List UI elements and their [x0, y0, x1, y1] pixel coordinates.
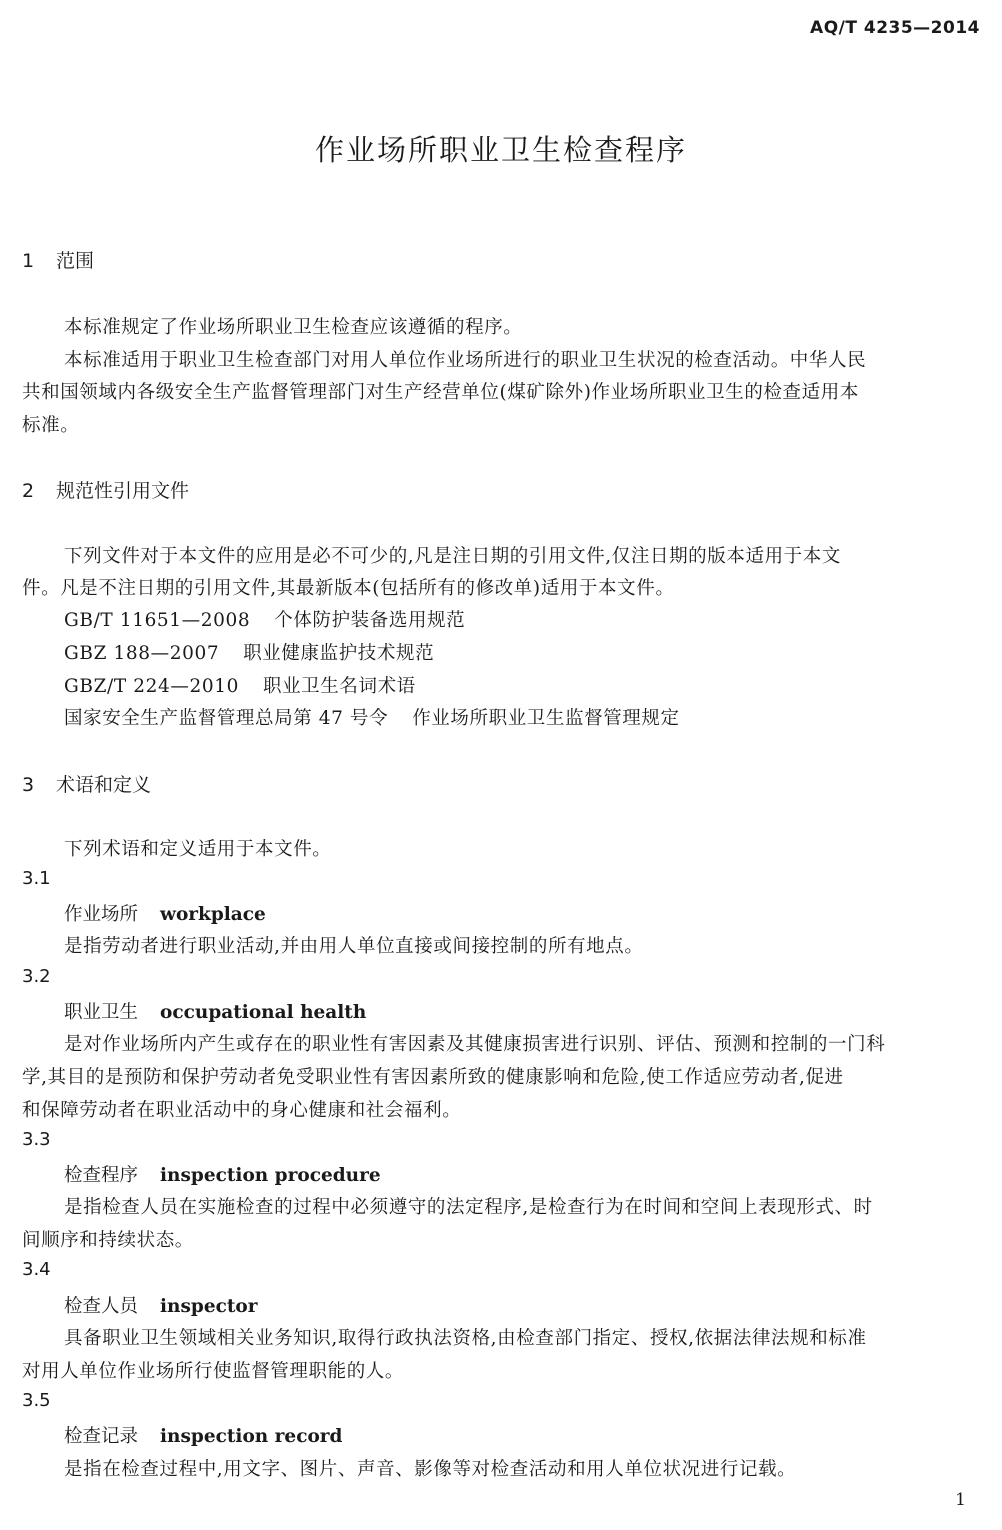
reference-item	[64, 639, 434, 665]
term-definition: 对用人单位作业场所行使监督管理职能的人。	[22, 1361, 405, 1382]
term-english: occupational health	[160, 1002, 367, 1023]
reference-code: GBZ/T 224—2010	[64, 676, 239, 697]
section-title: 范围	[56, 250, 95, 272]
section-number: 1	[22, 250, 35, 272]
term-chinese: 作业场所	[64, 904, 139, 925]
term-english: inspection procedure	[160, 1165, 381, 1186]
section-number: 2	[22, 480, 35, 502]
term-definition: 具备职业卫生领域相关业务知识,取得行政执法资格,由检查部门指定、授权,依据法律法规和标准	[64, 1328, 867, 1349]
term-number: 3.1	[22, 868, 51, 889]
reference-name: 作业场所职业卫生监督管理规定	[412, 708, 680, 729]
term-chinese: 职业卫生	[64, 1002, 139, 1023]
term-title	[64, 1161, 381, 1187]
term-definition: 是对作业场所内产生或存在的职业性有害因素及其健康损害进行识别、评估、预测和控制的一门科	[64, 1034, 886, 1055]
section-title: 术语和定义	[56, 774, 152, 796]
term-definition: 是指在检查过程中,用文字、图片、声音、影像等对检查活动和用人单位状况进行记载。	[64, 1459, 797, 1480]
term-english: inspection record	[160, 1426, 343, 1447]
term-definition: 学,其目的是预防和保护劳动者免受职业性有害因素所致的健康影响和危险,使工作适应劳动者,促进	[22, 1067, 844, 1088]
reference-item	[64, 606, 465, 632]
term-title	[64, 900, 266, 926]
term-definition: 是指检查人员在实施检查的过程中必须遵守的法定程序,是检查行为在时间和空间上表现形式、时	[64, 1197, 873, 1218]
section-heading-scope	[22, 246, 94, 273]
section-title: 规范性引用文件	[56, 480, 190, 502]
reference-code: GB/T 11651—2008	[64, 610, 251, 631]
section-number: 3	[22, 774, 35, 796]
term-number: 3.3	[22, 1129, 51, 1150]
reference-code: 国家安全生产监督管理总局第 47 号令	[64, 708, 389, 729]
paragraph-line: 本标准适用于职业卫生检查部门对用人单位作业场所进行的职业卫生状况的检查活动。中华人民	[64, 350, 867, 371]
document-title: 作业场所职业卫生检查程序	[314, 133, 687, 167]
term-definition: 和保障劳动者在职业活动中的身心健康和社会福利。	[22, 1100, 462, 1121]
standard-code: AQ/T 4235—2014	[810, 18, 980, 38]
term-number: 3.2	[22, 966, 51, 987]
term-chinese: 检查记录	[64, 1426, 139, 1447]
term-english: workplace	[160, 904, 266, 925]
reference-item	[64, 672, 416, 698]
reference-name: 职业卫生名词术语	[262, 676, 416, 697]
term-chinese: 检查程序	[64, 1165, 139, 1186]
section-heading-normative-references	[22, 476, 189, 503]
paragraph: 下列术语和定义适用于本文件。	[64, 839, 332, 860]
term-definition: 间顺序和持续状态。	[22, 1230, 194, 1251]
term-chinese: 检查人员	[64, 1296, 139, 1317]
paragraph-line: 共和国领域内各级安全生产监督管理部门对生产经营单位(煤矿除外)作业场所职业卫生的检查适用本	[22, 382, 859, 403]
page-number: 1	[955, 1490, 966, 1510]
reference-code: GBZ 188—2007	[64, 643, 220, 664]
reference-name: 职业健康监护技术规范	[243, 643, 435, 664]
term-number: 3.4	[22, 1259, 51, 1280]
term-title	[64, 1292, 258, 1318]
reference-item	[64, 704, 680, 730]
paragraph: 本标准规定了作业场所职业卫生检查应该遵循的程序。	[64, 317, 523, 338]
term-number: 3.5	[22, 1390, 51, 1411]
term-definition: 是指劳动者进行职业活动,并由用人单位直接或间接控制的所有地点。	[64, 936, 644, 957]
section-heading-terms	[22, 770, 151, 797]
paragraph-line: 下列文件对于本文件的应用是必不可少的,凡是注日期的引用文件,仅注日期的版本适用于本文	[64, 546, 841, 567]
term-english: inspector	[160, 1296, 258, 1317]
term-title	[64, 998, 366, 1024]
reference-name: 个体防护装备选用规范	[274, 610, 466, 631]
paragraph-line: 件。凡是不注日期的引用文件,其最新版本(包括所有的修改单)适用于本文件。	[22, 578, 675, 599]
paragraph-line: 标准。	[22, 415, 80, 436]
term-title	[64, 1422, 343, 1448]
